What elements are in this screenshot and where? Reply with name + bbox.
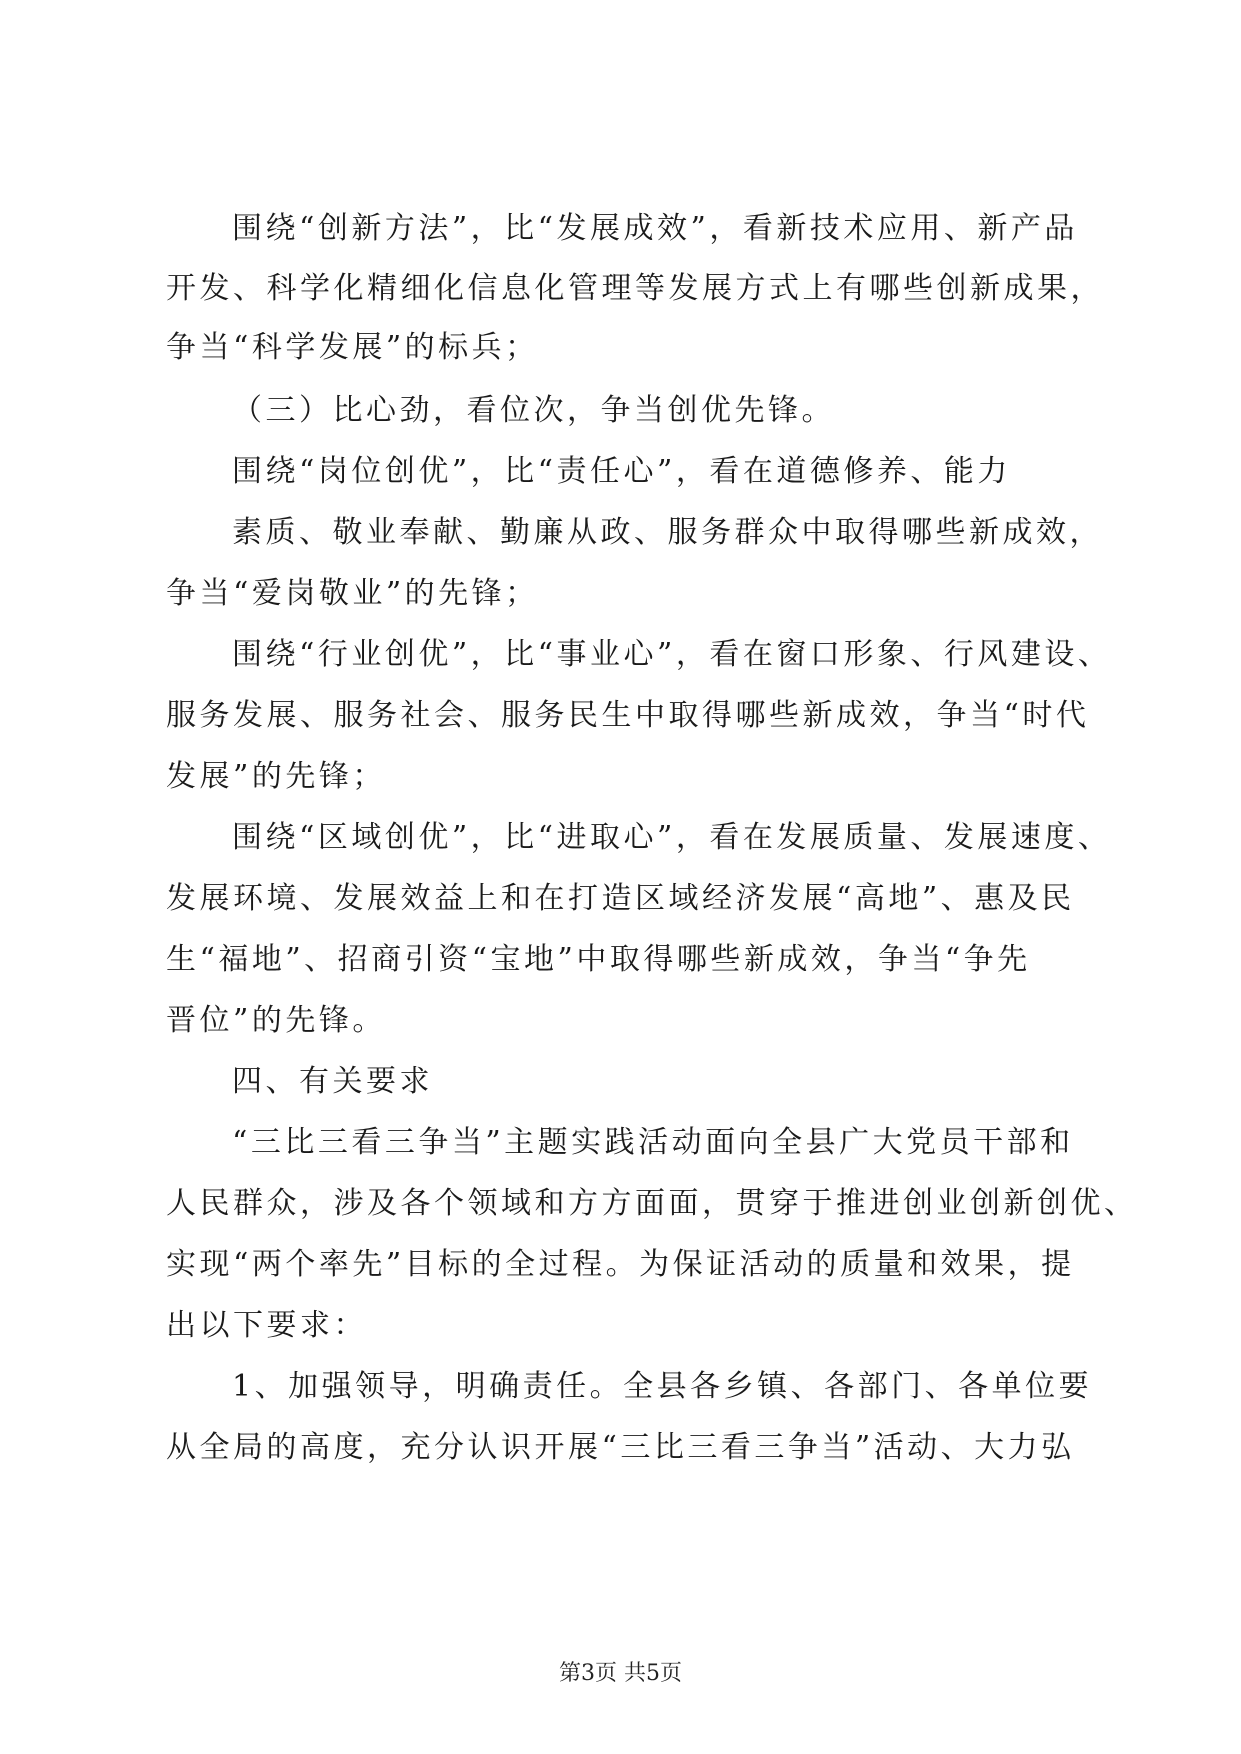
text-line: 晋位”的先锋。 (166, 1003, 386, 1038)
section-heading: 四、有关要求 (232, 1064, 433, 1099)
text-line: 围绕“行业创优”，比“事业心”，看在窗口形象、行风建设、 (232, 637, 1112, 672)
text-line: 1、加强领导，明确责任。全县各乡镇、各部门、各单位要 (232, 1369, 1093, 1404)
page-number: 第3页 共5页 (559, 1661, 682, 1686)
text-line: 围绕“区域创优”，比“进取心”，看在发展质量、发展速度、 (232, 820, 1112, 855)
text-line: 素质、敬业奉献、勤廉从政、服务群众中取得哪些新成效， (232, 515, 1103, 550)
text-line: 发展环境、发展效益上和在打造区域经济发展“高地”、惠及民 (166, 881, 1075, 916)
text-line: 出以下要求： (166, 1308, 367, 1343)
text-line: 服务发展、服务社会、服务民生中取得哪些新成效，争当“时代 (166, 698, 1090, 733)
text-line: 围绕“创新方法”，比“发展成效”，看新技术应用、新产品 (232, 211, 1078, 246)
text-line: 从全局的高度，充分认识开展“三比三看三争当”活动、大力弘 (166, 1430, 1075, 1465)
text-line: 人民群众，涉及各个领域和方方面面，贯穿于推进创业创新创优、 (166, 1186, 1138, 1221)
text-line: 发展”的先锋； (166, 759, 386, 794)
text-line: 围绕“岗位创优”，比“责任心”，看在道德修养、能力 (232, 454, 1011, 489)
text-line: （三）比心劲，看位次，争当创优先锋。 (232, 393, 835, 428)
text-line: 实现“两个率先”目标的全过程。为保证活动的质量和效果，提 (166, 1247, 1075, 1282)
text-line: 争当“爱岗敬业”的先锋； (166, 576, 539, 611)
text-line: 生“福地”、招商引资“宝地”中取得哪些新成效，争当“争先 (166, 942, 1031, 977)
text-line: 争当“科学发展”的标兵； (166, 330, 539, 365)
text-line: “三比三看三争当”主题实践活动面向全县广大党员干部和 (232, 1125, 1074, 1160)
text-line: 开发、科学化精细化信息化管理等发展方式上有哪些创新成果， (166, 271, 1104, 306)
